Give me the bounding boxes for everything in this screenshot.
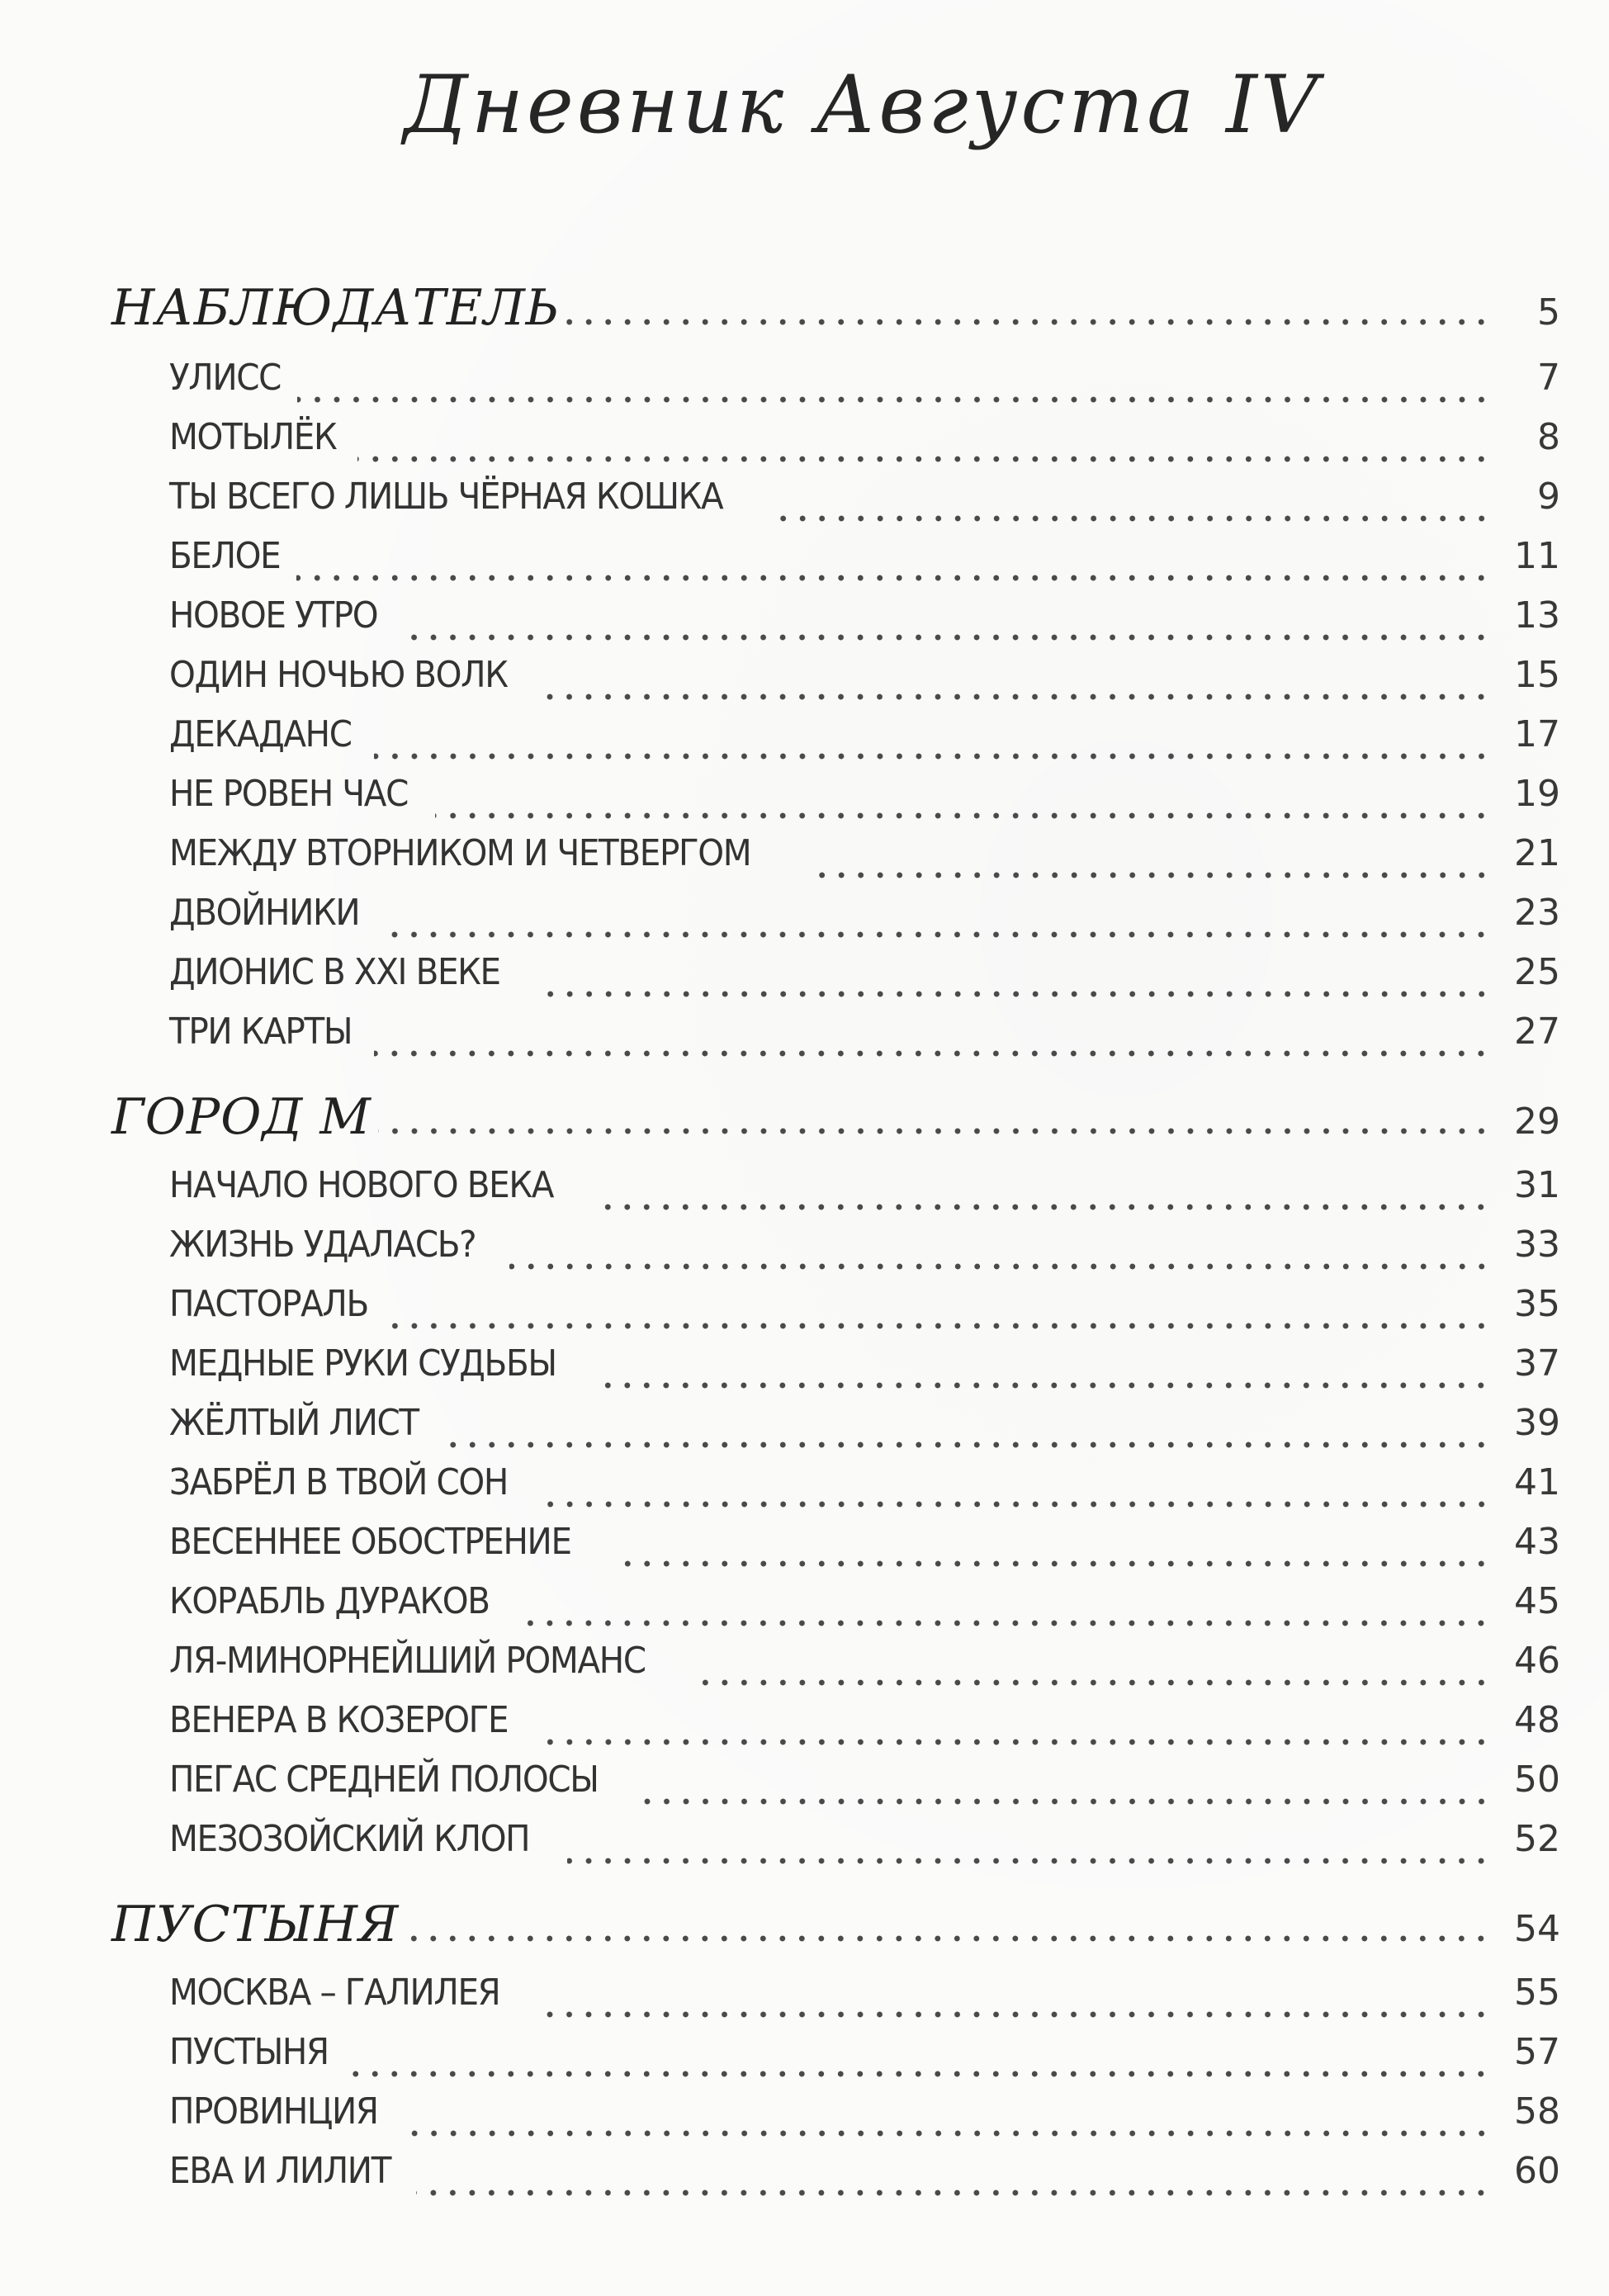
page-number: 57 (1514, 2031, 1560, 2073)
entry-title: ПАСТОРАЛЬ (169, 1283, 368, 1325)
dot-leader (435, 811, 1491, 821)
toc-entry[interactable] (0, 2090, 1609, 2148)
page-number: 13 (1514, 594, 1560, 637)
entry-title: ЖЁЛТЫЙ ЛИСТ (169, 1402, 419, 1444)
dot-leader (405, 1934, 1491, 1943)
entry-title: ОДИН НОЧЬЮ ВОЛК (169, 654, 508, 696)
dot-leader (543, 692, 1491, 702)
toc-entry[interactable] (0, 892, 1609, 949)
toc-entry[interactable] (0, 535, 1609, 593)
toc-entry[interactable] (0, 1640, 1609, 1697)
entry-title: МЕЖДУ ВТОРНИКОМ И ЧЕТВЕРГОМ (169, 832, 751, 874)
toc-entry[interactable] (0, 1402, 1609, 1460)
toc-entry[interactable] (0, 357, 1609, 414)
dot-leader (523, 1618, 1491, 1628)
toc-entry[interactable] (0, 1521, 1609, 1579)
section-title: ГОРОД М (111, 1088, 371, 1146)
entry-title: ПРОВИНЦИЯ (169, 2090, 378, 2133)
toc-section-heading[interactable] (0, 1088, 1609, 1146)
dot-leader (403, 2128, 1491, 2138)
entry-title: ПЕГАС СРЕДНЕЙ ПОЛОСЫ (169, 1759, 599, 1801)
entry-title: ЗАБРЁЛ В ТВОЙ СОН (169, 1461, 508, 1503)
dot-leader (593, 1202, 1491, 1212)
dot-leader (374, 751, 1491, 761)
page-number: 43 (1514, 1521, 1560, 1563)
entry-title: ПУСТЫНЯ (169, 2031, 329, 2073)
entry-title: ЖИЗНЬ УДАЛАСЬ? (169, 1224, 476, 1266)
toc-entry[interactable] (0, 1699, 1609, 1757)
toc-section-heading[interactable] (0, 1896, 1609, 1953)
toc-entry[interactable] (0, 2150, 1609, 2208)
toc-entry[interactable] (0, 1972, 1609, 2029)
page-number: 7 (1537, 357, 1560, 399)
dot-leader (416, 2188, 1491, 2198)
page-number: 19 (1514, 773, 1560, 815)
toc-entry[interactable] (0, 832, 1609, 890)
dot-leader (613, 1559, 1491, 1569)
dot-leader (382, 930, 1491, 940)
page-number: 15 (1514, 654, 1560, 696)
entry-title: ВЕСЕННЕЕ ОБОСТРЕНИЕ (169, 1521, 571, 1563)
page-number: 37 (1514, 1342, 1560, 1385)
page-number: 17 (1514, 713, 1560, 755)
dot-leader (447, 1440, 1491, 1450)
entry-title: БЕЛОЕ (169, 535, 281, 577)
toc-entry[interactable] (0, 416, 1609, 474)
entry-title: МОСКВА – ГАЛИЛЕЯ (169, 1972, 500, 2014)
entry-title: МЕЗОЗОЙСКИЙ КЛОП (169, 1818, 530, 1860)
entry-title: ЕВА И ЛИЛИТ (169, 2150, 391, 2192)
entry-title: МОТЫЛЁК (169, 416, 337, 458)
entry-title: ТЫ ВСЕГО ЛИШЬ ЧЁРНАЯ КОШКА (169, 476, 723, 518)
page-number: 41 (1514, 1461, 1560, 1503)
book-title: Дневник Августа IV (403, 59, 1322, 151)
page-number: 52 (1514, 1818, 1560, 1860)
toc-entry[interactable] (0, 1224, 1609, 1281)
page-number: 58 (1514, 2090, 1560, 2133)
dot-leader (378, 1126, 1491, 1136)
dot-leader (392, 1321, 1491, 1331)
dot-leader (402, 632, 1491, 642)
page-number: 55 (1514, 1972, 1560, 2014)
page-number: 33 (1514, 1224, 1560, 1266)
toc-entry[interactable] (0, 1759, 1609, 1816)
page-number: 25 (1514, 951, 1560, 993)
page-number: 60 (1514, 2150, 1560, 2192)
toc-entry[interactable] (0, 1164, 1609, 1222)
page-number: 39 (1514, 1402, 1560, 1444)
dot-leader (778, 514, 1491, 523)
entry-title: ЛЯ-МИНОРНЕЙШИЙ РОМАНС (169, 1640, 646, 1682)
toc-entry[interactable] (0, 951, 1609, 1009)
page-number: 50 (1514, 1759, 1560, 1801)
toc-entry[interactable] (0, 1580, 1609, 1638)
toc-entry[interactable] (0, 1011, 1609, 1068)
dot-leader (296, 573, 1491, 583)
toc-entry[interactable] (0, 594, 1609, 652)
toc-entry[interactable] (0, 1818, 1609, 1876)
page-number: 31 (1514, 1164, 1560, 1206)
toc-section-heading[interactable] (0, 279, 1609, 337)
dot-leader (544, 1737, 1491, 1747)
dot-leader (374, 1049, 1491, 1058)
entry-title: ДЕКАДАНС (169, 713, 352, 755)
dot-leader (509, 1262, 1491, 1271)
dot-leader (348, 2069, 1491, 2079)
entry-title: НАЧАЛО НОВОГО ВЕКА (169, 1164, 554, 1206)
toc-entry[interactable] (0, 1461, 1609, 1519)
dot-leader (544, 1499, 1491, 1509)
toc-entry[interactable] (0, 2031, 1609, 2089)
dot-leader (536, 989, 1491, 999)
entry-title: НОВОЕ УТРО (169, 594, 378, 637)
page-number: 27 (1514, 1011, 1560, 1053)
toc-entry[interactable] (0, 654, 1609, 712)
dot-leader (693, 1678, 1491, 1688)
dot-leader (567, 1856, 1491, 1866)
dot-leader (357, 454, 1491, 464)
page-number: 54 (1514, 1908, 1560, 1950)
page-number: 48 (1514, 1699, 1560, 1741)
page-number: 5 (1537, 291, 1560, 334)
entry-title: ТРИ КАРТЫ (169, 1011, 353, 1053)
section-title: ПУСТЫНЯ (111, 1896, 400, 1953)
dot-leader (596, 1380, 1491, 1390)
entry-title: ВЕНЕРА В КОЗЕРОГЕ (169, 1699, 509, 1741)
section-title: НАБЛЮДАТЕЛЬ (111, 279, 561, 337)
page-number: 21 (1514, 832, 1560, 874)
toc-entry[interactable] (0, 1283, 1609, 1341)
page-number: 35 (1514, 1283, 1560, 1325)
entry-title: КОРАБЛЬ ДУРАКОВ (169, 1580, 490, 1622)
entry-title: ДИОНИС В XXI ВЕКЕ (169, 951, 500, 993)
entry-title: НЕ РОВЕН ЧАС (169, 773, 408, 815)
page-number: 46 (1514, 1640, 1560, 1682)
toc-entry[interactable] (0, 1342, 1609, 1400)
page-number: 9 (1537, 476, 1560, 518)
page-number: 45 (1514, 1580, 1560, 1622)
page-number: 11 (1514, 535, 1560, 577)
entry-title: ДВОЙНИКИ (169, 892, 360, 934)
dot-leader (566, 317, 1491, 327)
toc-entry[interactable] (0, 476, 1609, 533)
toc-entry[interactable] (0, 713, 1609, 771)
dot-leader (297, 395, 1491, 405)
toc-entry[interactable] (0, 773, 1609, 831)
page-number: 29 (1514, 1101, 1560, 1143)
entry-title: УЛИСС (169, 357, 282, 399)
dot-leader (642, 1797, 1491, 1806)
entry-title: МЕДНЫЕ РУКИ СУДЬБЫ (169, 1342, 556, 1385)
page-number: 8 (1537, 416, 1560, 458)
dot-leader (535, 2010, 1491, 2019)
dot-leader (808, 870, 1491, 880)
page-number: 23 (1514, 892, 1560, 934)
